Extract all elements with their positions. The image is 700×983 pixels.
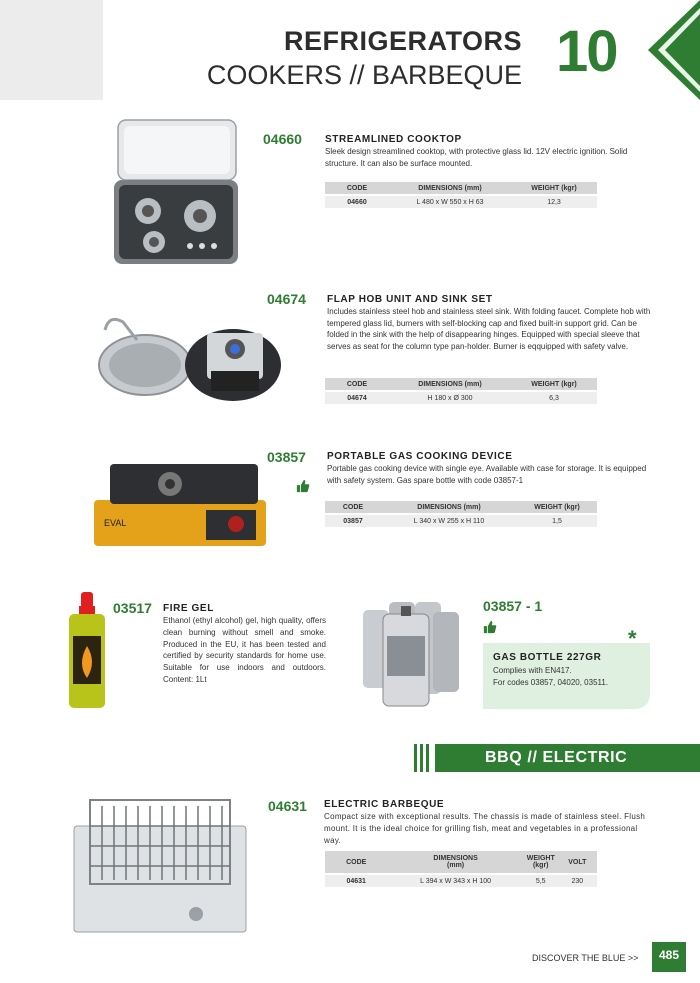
- spec-table: [325, 849, 597, 889]
- page-number: 485: [652, 942, 686, 972]
- cell-code: 04631: [325, 875, 387, 887]
- col-dimensions: DIMENSIONS (mm): [381, 501, 517, 513]
- col-weight: WEIGHT (kgr): [524, 851, 558, 873]
- cell-code: 04660: [325, 196, 389, 208]
- header-green-arrow: [648, 0, 700, 100]
- gas-bottles-image: [357, 596, 461, 708]
- section-title: BBQ // ELECTRIC: [485, 749, 628, 766]
- page-title: REFRIGERATORS: [283, 26, 522, 56]
- col-code: CODE: [325, 182, 389, 194]
- cell-weight: 6,3: [511, 392, 597, 404]
- product-spec-line: Complies with EN417.: [493, 666, 572, 675]
- product-code: 04631: [268, 798, 307, 814]
- col-code: CODE: [325, 501, 381, 513]
- cell-weight: 1,5: [517, 515, 597, 527]
- spec-table: [325, 499, 597, 529]
- col-code: CODE: [325, 851, 387, 873]
- product-code: 03517: [113, 600, 152, 616]
- thumbs-up-icon: [296, 479, 310, 493]
- product-description: Sleek design streamlined cooktop, with protective glass lid. 12V electric ignition. Solid structure. It can also be surface mounted.: [325, 147, 628, 168]
- cell-dimensions: L 480 x W 550 x H 63: [389, 196, 511, 208]
- header-corner-block: [0, 0, 103, 100]
- spec-table: [325, 180, 597, 210]
- product-title: FLAP HOB UNIT AND SINK SET: [327, 294, 493, 305]
- product-description: Ethanol (ethyl alcohol) gel, high quality, offers clean burning without smell and smoke. Produced in the EU, it has been tested and certified by security standards for home use. Suitable for use indoors and outdoors. Content: 1Lt: [163, 616, 326, 684]
- col-code: CODE: [325, 378, 389, 390]
- asterisk-mark: *: [628, 626, 637, 651]
- product-code: 04674: [267, 291, 306, 307]
- cell-code: 04674: [325, 392, 389, 404]
- hob-sink-image: [95, 305, 285, 405]
- product-code: 03857 - 1: [483, 598, 543, 614]
- product-title: FIRE GEL: [163, 603, 214, 614]
- cell-code: 03857: [325, 515, 381, 527]
- col-dimensions: DIMENSIONS (mm): [389, 378, 511, 390]
- footer-tagline: DISCOVER THE BLUE >>: [532, 953, 639, 963]
- thumbs-up-icon: [483, 620, 497, 634]
- cell-weight: 5,5: [524, 875, 558, 887]
- section-stripe: [414, 744, 417, 772]
- fire-gel-bottle-image: [65, 592, 109, 710]
- product-title: GAS BOTTLE 227GR: [493, 652, 602, 663]
- spec-table: [325, 376, 597, 406]
- page-subtitle: COOKERS // BARBEQUE: [206, 60, 522, 90]
- svg-text:EVAL: EVAL: [104, 518, 127, 528]
- portable-gas-stove-image: [90, 460, 270, 550]
- product-title: PORTABLE GAS COOKING DEVICE: [327, 451, 513, 462]
- product-description: Portable gas cooking device with single eye. Available with case for storage. It is equipped with safety system. Gas spare bottle with code 03857-1: [327, 464, 647, 485]
- col-weight: WEIGHT (kgr): [517, 501, 597, 513]
- chapter-number: 10: [556, 19, 617, 84]
- product-code: 04660: [263, 131, 302, 147]
- col-weight: WEIGHT (kgr): [511, 182, 597, 194]
- col-volt: VOLT: [558, 851, 597, 873]
- section-stripe: [426, 744, 429, 772]
- cooktop-image: [110, 118, 240, 268]
- cell-dimensions: H 180 x Ø 300: [389, 392, 511, 404]
- product-compat-line: For codes 03857, 04020, 03511.: [493, 678, 609, 687]
- product-description: Compact size with exceptional results. The chassis is made of stainless steel. Flush mount. It is the ideal choice for grilling fish, meat and vegetables in a professional way.: [324, 812, 646, 845]
- product-description: Includes stainless steel hob and stainless steel sink. With folding faucet. Complete hob with tempered glass lid, burners with self-blocking cap and fixed built-in support grid. Can be folded in the sink with the help of disappearing hinges. Equipped with special sleeve that serves as seat for the column type pan-holder. Burner is eqquipped with safety valve.: [327, 307, 651, 351]
- cell-weight: 12,3: [511, 196, 597, 208]
- col-dimensions: DIMENSIONS (mm): [389, 182, 511, 194]
- col-dimensions: DIMENSIONS (mm): [387, 851, 523, 873]
- electric-bbq-image: [70, 796, 250, 936]
- section-stripe: [420, 744, 423, 772]
- cell-volt: 230: [558, 875, 597, 887]
- product-code: 03857: [267, 449, 306, 465]
- cell-dimensions: L 394 x W 343 x H 100: [387, 875, 523, 887]
- col-weight: WEIGHT (kgr): [511, 378, 597, 390]
- product-title: STREAMLINED COOKTOP: [325, 134, 462, 145]
- cell-dimensions: L 340 x W 255 x H 110: [381, 515, 517, 527]
- product-title: ELECTRIC BARBEQUE: [324, 799, 445, 810]
